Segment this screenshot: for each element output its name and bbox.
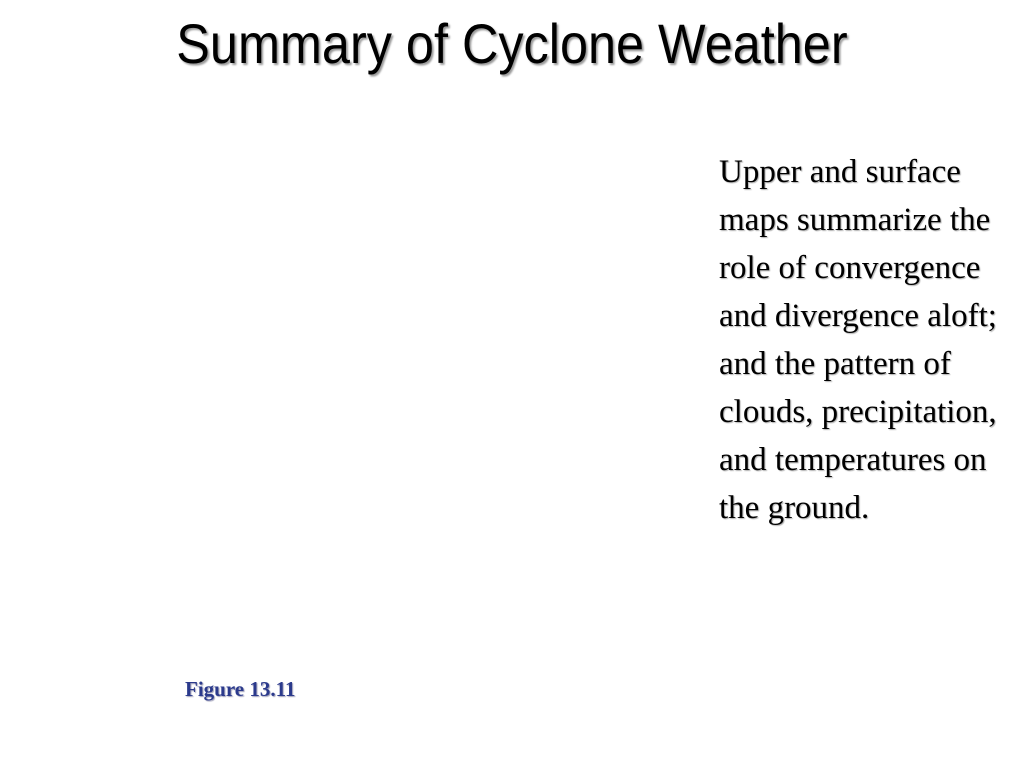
slide-title bbox=[0, 8, 1024, 80]
slide-body-text: Upper and surface maps summarize the role of convergence and divergence aloft; and the pattern of clouds, precipitation, and temperatures on the ground. bbox=[719, 154, 997, 526]
figure-caption: Figure 13.11 bbox=[185, 677, 296, 701]
slide-title-text: Summary of Cyclone Weather bbox=[176, 12, 848, 75]
figure-placeholder bbox=[30, 130, 680, 670]
